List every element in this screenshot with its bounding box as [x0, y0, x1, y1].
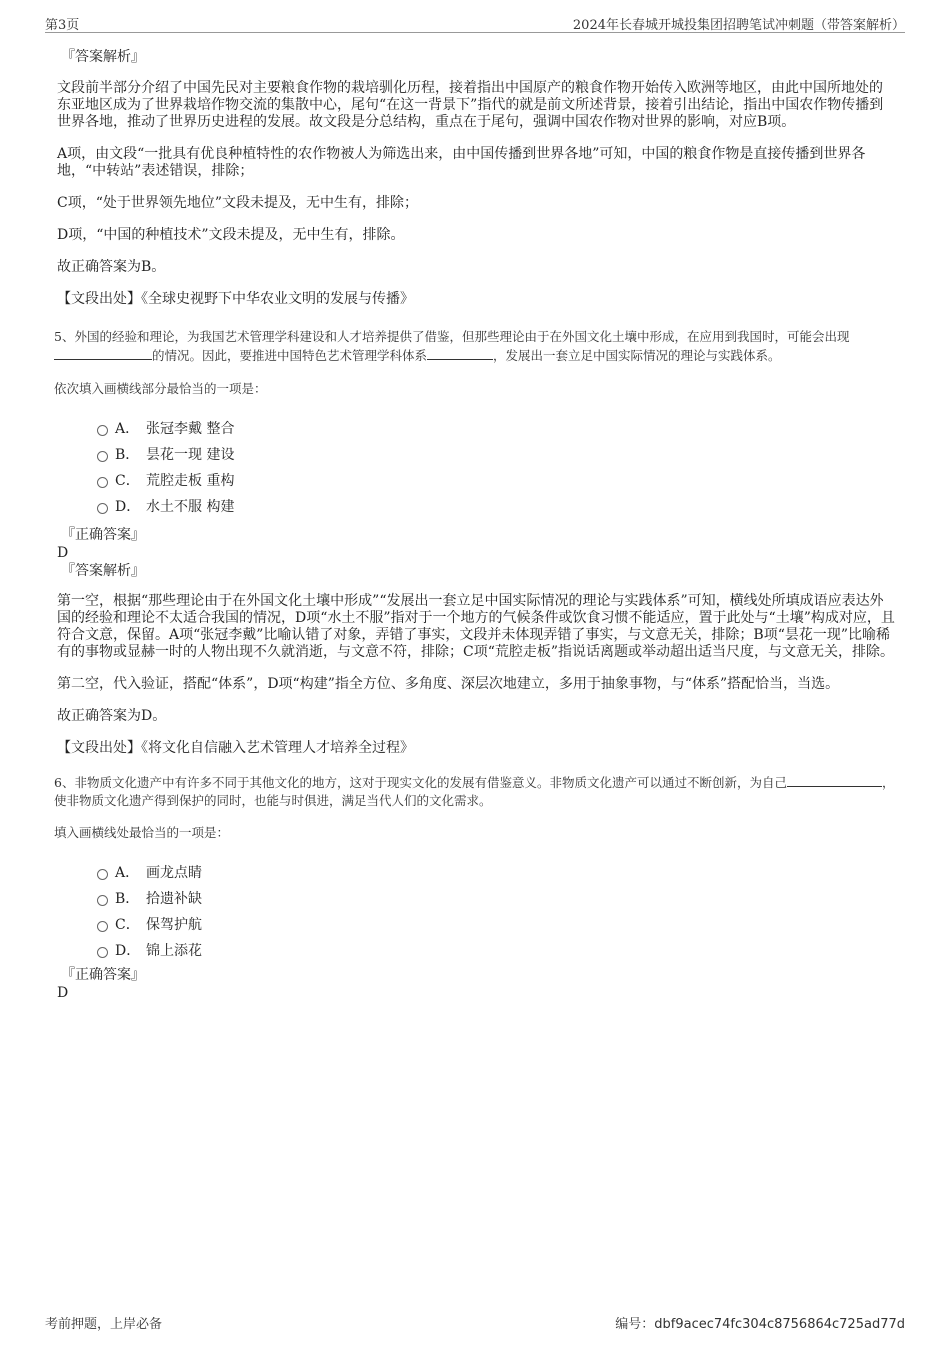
q5-options — [57, 416, 895, 520]
q6-prompt: 填入画横线处最恰当的一项是： — [54, 825, 230, 840]
page-number: 第3页 — [45, 18, 80, 33]
q4-source: 【文段出处】《全球史视野下中华农业文明的发展与传播》 — [57, 291, 414, 307]
q5-blank-1 — [54, 346, 152, 360]
radio-icon[interactable] — [97, 503, 108, 514]
document-title: 2024年长春城开城投集团招聘笔试冲刺题（带答案解析） — [572, 18, 905, 33]
q6-answer: D — [57, 985, 69, 1001]
q4-analysis-p1: 文段前半部分介绍了中国先民对主要粮食作物的栽培驯化历程，接着指出中国原产的粮食作物开始传入欧洲等地区，由此中国所地处的东亚地区成为了世界栽培作物交流的集散中心，尾句“在这一背景下”指代的就是前文所述背景，接着引出结论，指出中国农作物传播到世界各地，推动了世界历史进程的发展。故文段是分总结构，重点在于尾句，强调中国农作物对世界的影响，对应B项。 — [57, 80, 884, 130]
q5-answer: D — [57, 545, 69, 561]
page-header — [45, 14, 905, 33]
radio-icon[interactable] — [97, 947, 108, 958]
q5-stem: 5、外国的经验和理论，为我国艺术管理学科建设和人才培养提供了借鉴，但那些理论由于在外国文化土壤中形成，在应用到我国时，可能会出现的情况。因此，要推进中国特色艺术管理学科体系 ，发展出一套立足中国实际情况的理论与实践体系。 — [54, 329, 850, 363]
q4-analysis-label: 『答案解析』 — [61, 49, 145, 65]
q6-stem: 6、非物质文化遗产中有许多不同于其他文化的地方，这对于现实文化的发展有借鉴意义。非物质文化遗产可以通过不断创新，为自己 ，使非物质文化遗产得到保护的同时，也能与时俱进，满足当代人们的文化需求。 — [54, 775, 895, 808]
q5-option-d[interactable]: D． 水土不服 构建 — [57, 494, 895, 520]
q5-analysis-p2: 第二空，代入验证，搭配“体系”，D项“构建”指全方位、多角度、深层次地建立，多用于抽象事物，与“体系”搭配恰当，当选。 — [57, 676, 840, 692]
radio-icon[interactable] — [97, 451, 108, 462]
radio-icon[interactable] — [97, 477, 108, 488]
q6-blank — [787, 773, 882, 787]
q6-option-a[interactable]: A． 画龙点睛 — [57, 860, 895, 886]
radio-icon[interactable] — [97, 921, 108, 932]
q5-analysis-p1: 第一空，根据“那些理论由于在外国文化土壤中形成”“发展出一套立足中国实际情况的理论与实践体系”可知，横线处所填成语应表达外国的经验和理论不太适合我国的情况，D项“水土不服”指对于一个地方的气候条件或饮食习惯不能适应，置于此处与“土壤”构成对应，且符合文意，保留。A项“张冠李戴”比喻认错了对象，弄错了事实，文段并未体现弄错了事实，与文意无关，排除；B项“昙花一现”比喻稀有的事物或显赫一时的人物出现不久就消逝，与文意不符，排除；C项“荒腔走板”指说话离题或举动超出适当尺度，与文意无关，排除。 — [57, 593, 895, 660]
page-content — [54, 48, 895, 1002]
radio-icon[interactable] — [97, 895, 108, 906]
q6-option-c[interactable]: C． 保驾护航 — [57, 912, 895, 938]
code-value: dbf9acec74fc304c8756864c725ad77d — [654, 1317, 905, 1332]
q6-answer-label: 『正确答案』 — [61, 967, 145, 983]
q4-analysis-p2: A项，由文段“一批具有优良种植特性的农作物被人为筛选出来，由中国传播到世界各地”可知，中国的粮食作物是直接传播到世界各地，“中转站”表述错误，排除； — [57, 146, 866, 179]
q5-option-a[interactable]: A． 张冠李戴 整合 — [57, 416, 895, 442]
code-label: 编号： — [615, 1317, 655, 1332]
q5-analysis-p3: 故正确答案为D。 — [57, 708, 167, 724]
q5-source: 【文段出处】《将文化自信融入艺术管理人才培养全过程》 — [57, 740, 414, 756]
document-code — [615, 1313, 905, 1332]
q4-analysis-p3: C项，“处于世界领先地位”文段未提及，无中生有，排除； — [57, 195, 419, 211]
q4-analysis-p4: D项，“中国的种植技术”文段未提及，无中生有，排除。 — [57, 227, 405, 243]
q4-analysis-p5: 故正确答案为B。 — [57, 259, 166, 275]
q5-option-c[interactable]: C． 荒腔走板 重构 — [57, 468, 895, 494]
q5-prompt: 依次填入画横线部分最恰当的一项是： — [54, 381, 267, 396]
q5-answer-label: 『正确答案』 — [61, 527, 145, 543]
q5-option-b[interactable]: B． 昙花一现 建设 — [57, 442, 895, 468]
radio-icon[interactable] — [97, 425, 108, 436]
q5-analysis-label: 『答案解析』 — [61, 563, 145, 579]
q6-options — [57, 860, 895, 964]
q5-blank-2 — [427, 346, 493, 360]
q6-option-b[interactable]: B． 拾遗补缺 — [57, 886, 895, 912]
footer-slogan: 考前押题，上岸必备 — [45, 1317, 163, 1332]
radio-icon[interactable] — [97, 869, 108, 880]
q6-option-d[interactable]: D． 锦上添花 — [57, 938, 895, 964]
